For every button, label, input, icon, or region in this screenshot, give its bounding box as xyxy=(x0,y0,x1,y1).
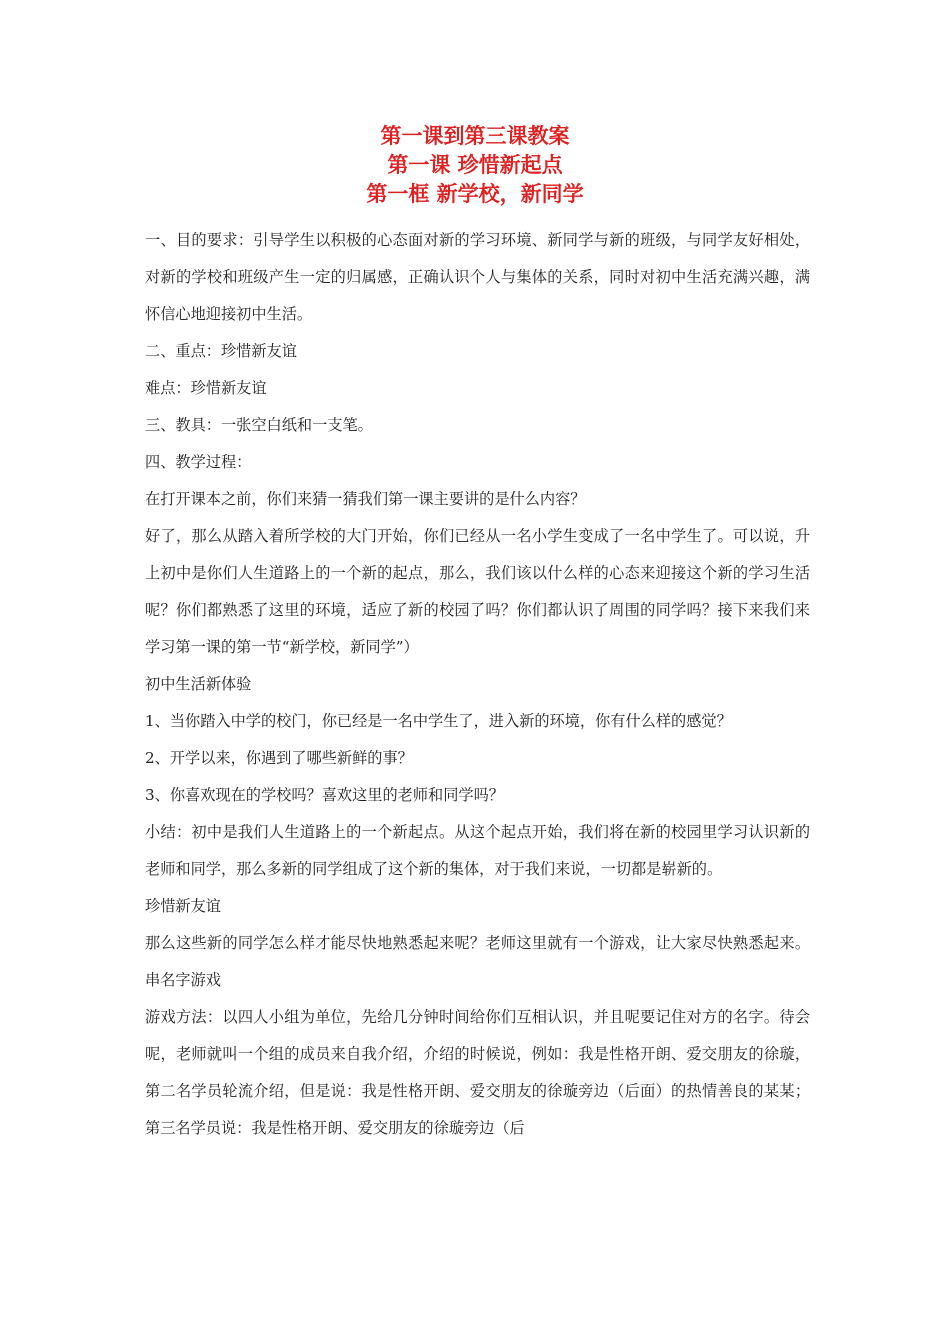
paragraph-intro: 好了，那么从踏入着所学校的大门开始，你们已经从一名小学生变成了一名中学生了。可以说，升上初中是你们人生道路上的一个新的起点，那么，我们该以什么样的心态来迎接这个新的学习生活呢？你们都熟悉了这里的环境，适应了新的校园了吗？你们都认识了周围的同学吗？接下来我们来学习第一课的第一节“新学校，新同学”） xyxy=(145,527,810,656)
paragraph-objectives: 一、目的要求：引导学生以积极的心态面对新的学习环境、新同学与新的班级，与同学友好相处，对新的学校和班级产生一定的归属感，正确认识个人与集体的关系，同时对初中生活充满兴趣，满怀信心地迎接初中生活。 xyxy=(145,231,810,323)
paragraph-process-heading: 四、教学过程： xyxy=(145,453,252,471)
title-block xyxy=(0,122,950,209)
paragraph-teaching-aids: 三、教具：一张空白纸和一支笔。 xyxy=(145,416,373,434)
paragraph-subheading-experience: 初中生活新体验 xyxy=(145,675,252,693)
paragraph-subheading-friendship: 珍惜新友谊 xyxy=(145,897,221,915)
paragraph-key-point: 二、重点：珍惜新友谊 xyxy=(145,342,297,360)
paragraph-question-1: 1、当你踏入中学的校门，你已经是一名中学生了，进入新的环境，你有什么样的感觉？ xyxy=(145,712,732,730)
paragraph-intro-question: 在打开课本之前，你们来猜一猜我们第一课主要讲的是什么内容？ xyxy=(145,490,586,508)
lesson-title: 第一课 珍惜新起点 xyxy=(387,153,563,177)
paragraph-summary: 小结：初中是我们人生道路上的一个新起点。从这个起点开始，我们将在新的校园里学习认识新的老师和同学，那么多新的同学组成了这个新的集体，对于我们来说，一切都是崭新的。 xyxy=(145,823,810,878)
section-title: 第一框 新学校，新同学 xyxy=(366,182,584,206)
paragraph-game-method: 游戏方法：以四人小组为单位，先给几分钟时间给你们互相认识，并且呢要记住对方的名字。待会呢，老师就叫一个组的成员来自我介绍，介绍的时候说，例如：我是性格开朗、爱交朋友的徐璇，第二名学员轮流介绍，但是说：我是性格开朗、爱交朋友的徐璇旁边（后面）的热情善良的某某；第三名学员说：我是性格开朗、爱交朋友的徐璇旁边（后 xyxy=(145,1008,810,1137)
document-title: 第一课到第三课教案 xyxy=(380,124,570,148)
paragraph-question-3: 3、你喜欢现在的学校吗？喜欢这里的老师和同学吗？ xyxy=(145,786,504,804)
paragraph-difficulty: 难点：珍惜新友谊 xyxy=(145,379,267,397)
paragraph-question-2: 2、开学以来，你遇到了哪些新鲜的事？ xyxy=(145,749,413,767)
paragraph-game-intro: 那么这些新的同学怎么样才能尽快地熟悉起来呢？老师这里就有一个游戏，让大家尽快熟悉起来。串名字游戏 xyxy=(145,934,810,989)
document-body xyxy=(145,222,810,1147)
